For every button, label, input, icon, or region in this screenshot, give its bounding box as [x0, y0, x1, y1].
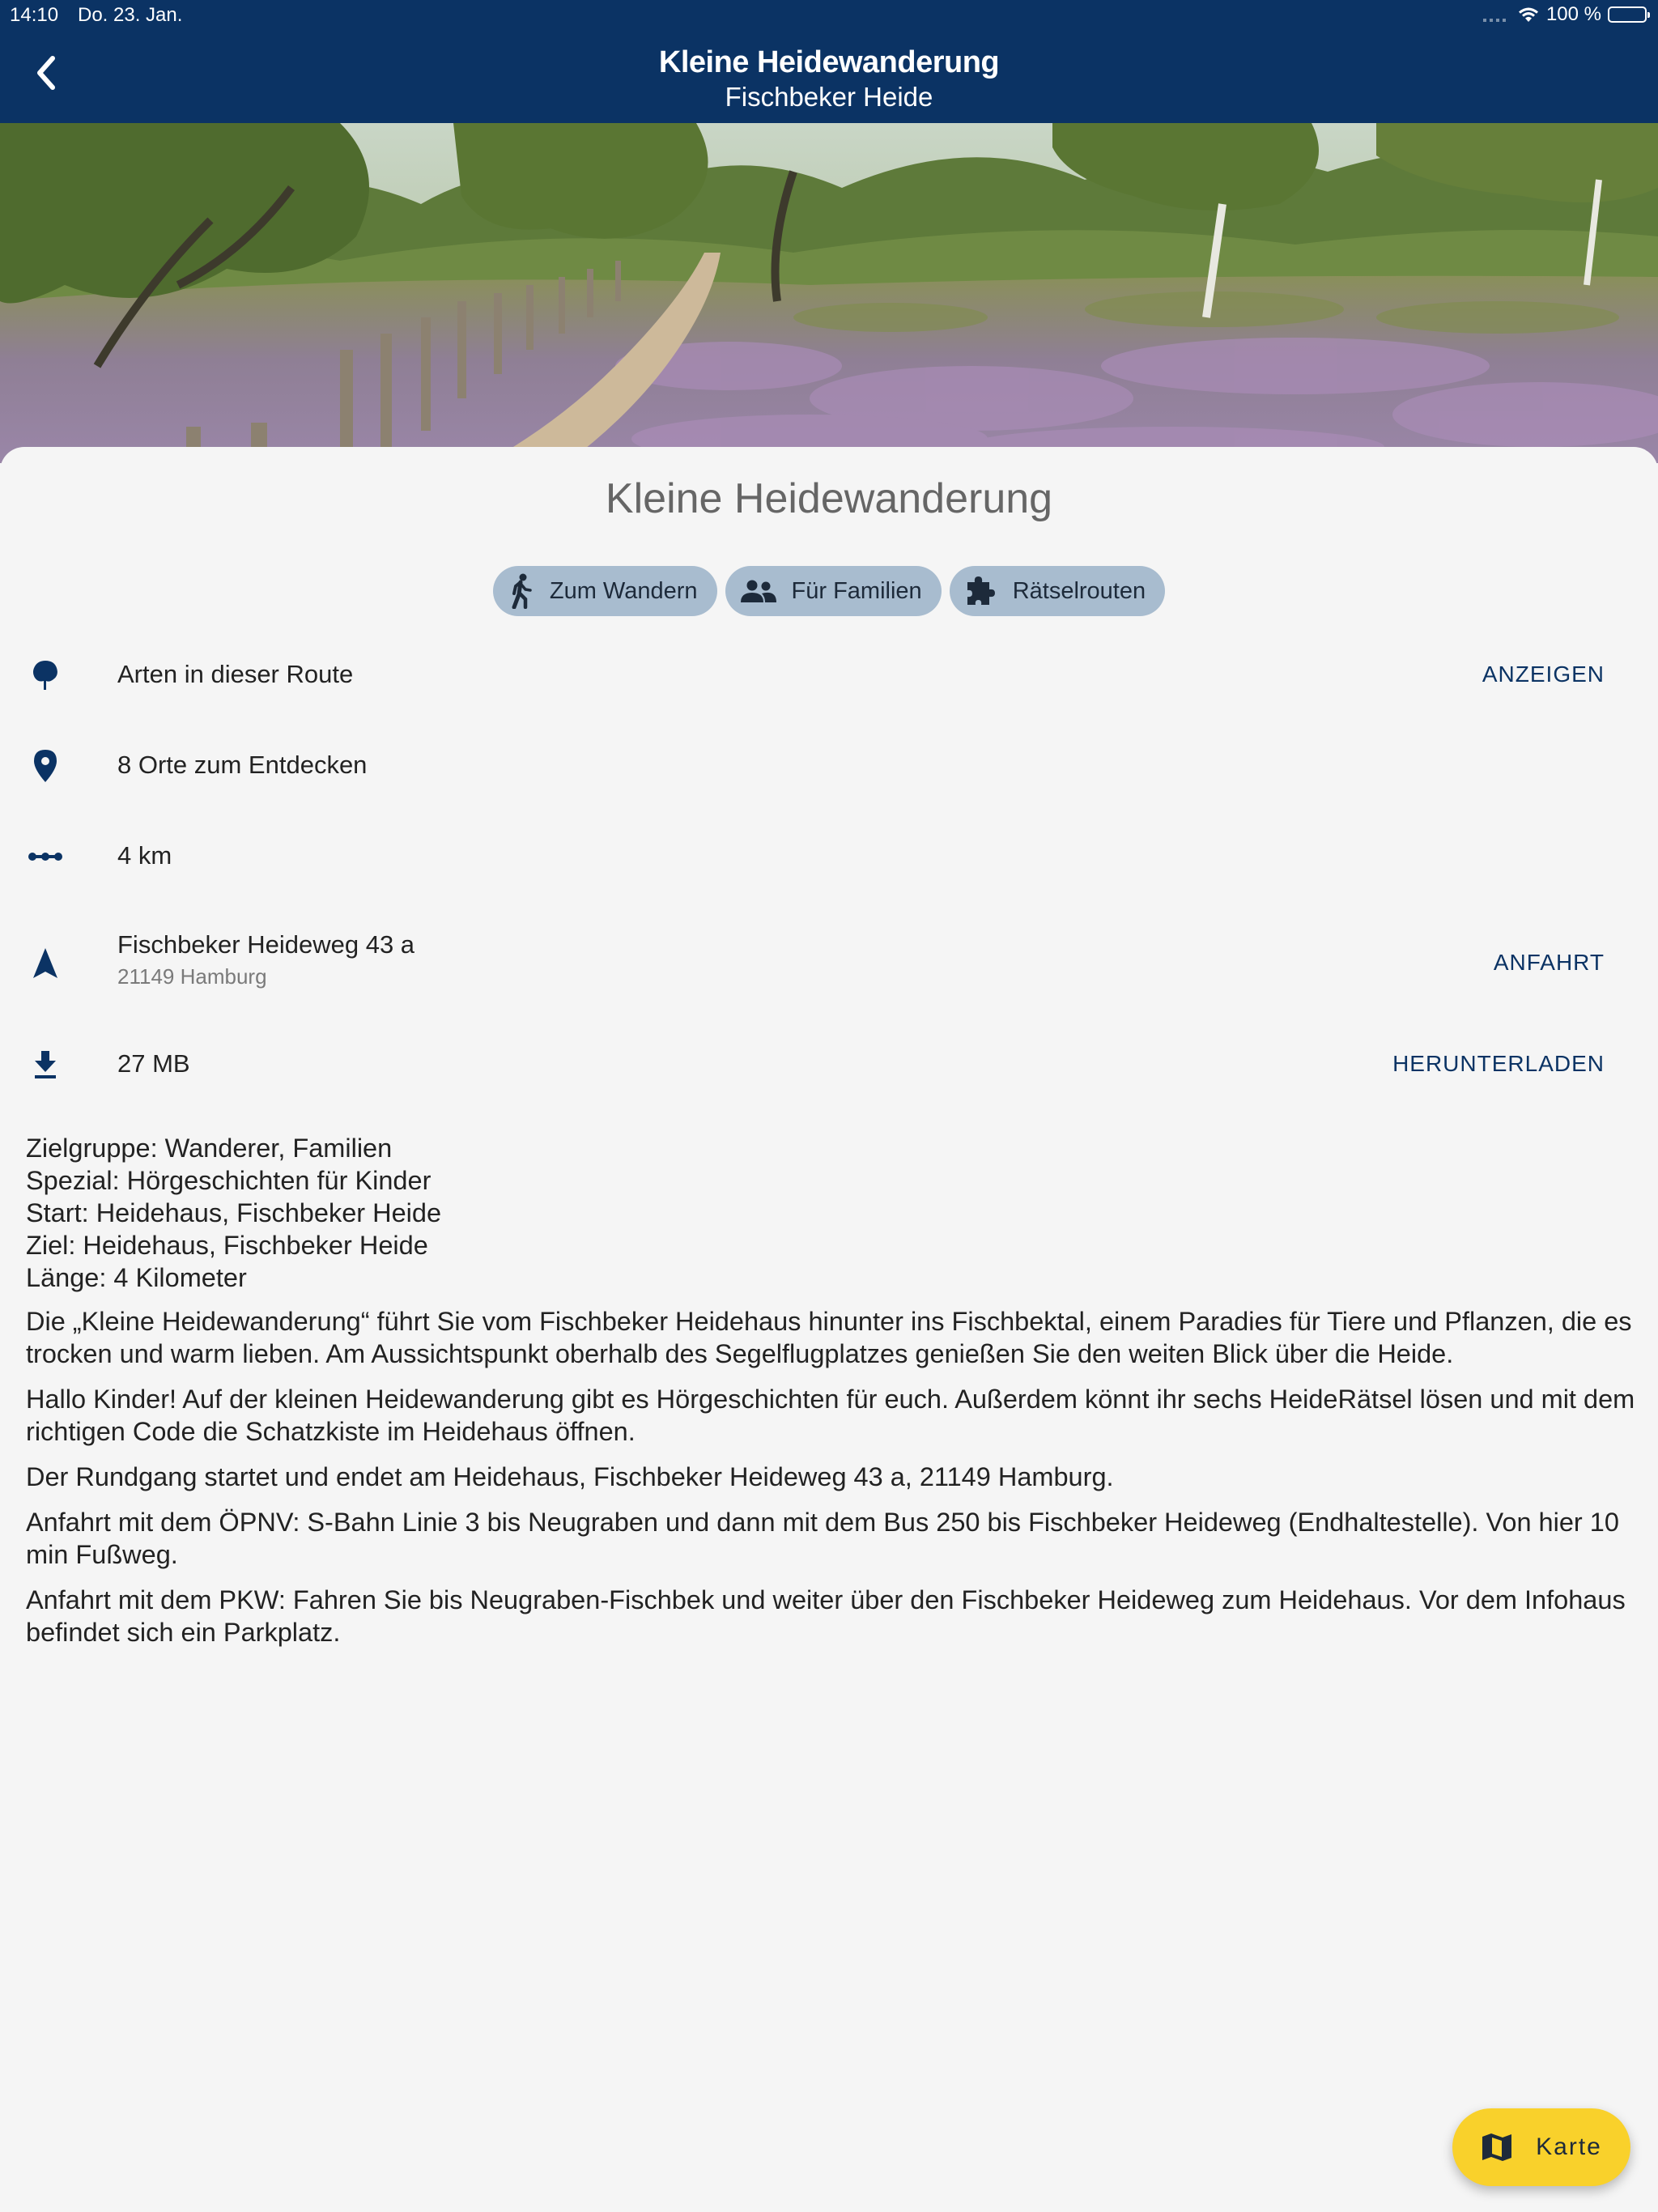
fact-length: Länge: 4 Kilometer: [26, 1263, 247, 1292]
address-city: 21149 Hamburg: [117, 964, 267, 989]
battery-percent: 100 %: [1545, 3, 1601, 25]
description-paragraph: Anfahrt mit dem PKW: Fahren Sie bis Neugraben-Fischbek und weiter über den Fischbeker Heideweg zum Heidehaus. Vor dem Infohaus befindet sich ein Parkplatz.: [26, 1585, 1626, 1647]
chip-label: Rätselrouten: [1012, 577, 1146, 604]
status-bar: [0, 0, 1658, 32]
row-places: [0, 730, 1658, 803]
signal-icon: [1483, 7, 1506, 22]
map-button-label: Karte: [1536, 2133, 1602, 2160]
wifi-icon: [1517, 6, 1540, 23]
chip-label: Zum Wandern: [549, 577, 698, 604]
route-dots-icon: [28, 839, 63, 874]
header-title: Kleine Heidewanderung: [658, 45, 1000, 79]
directions-button[interactable]: ANFAHRT: [1493, 950, 1605, 975]
description-paragraph: Die „Kleine Heidewanderung“ führt Sie vom Fischbeker Heidehaus hinunter ins Fischbektal, einem Paradies für Tiere und Pflanzen, die es trocken und warm lieben. Am Aussichtspunkt oberhalb des Segelflugplatzes genießen Sie den weiten Blick über die Heide.: [26, 1307, 1632, 1368]
app-header: [0, 0, 1658, 123]
fact-destination: Ziel: Heidehaus, Fischbeker Heide: [26, 1231, 428, 1260]
row-distance: [0, 821, 1658, 894]
map-button[interactable]: [1452, 2108, 1630, 2186]
chip-label: Für Familien: [791, 577, 922, 604]
show-species-button[interactable]: ANZEIGEN: [1482, 661, 1605, 687]
row-species: [0, 640, 1658, 713]
description-paragraph: Der Rundgang startet und endet am Heidehaus, Fischbeker Heideweg 43 a, 21149 Hamburg.: [26, 1462, 1114, 1491]
chip-raetselrouten[interactable]: [950, 566, 1165, 616]
location-pin-icon: [28, 748, 63, 784]
places-label: 8 Orte zum Entdecken: [117, 751, 368, 779]
chip-zum-wandern[interactable]: [493, 566, 717, 616]
description-paragraph: Hallo Kinder! Auf der kleinen Heidewanderung gibt es Hörgeschichten für euch. Außerdem könnt ihr sechs HeideRätsel lösen und mit dem richtigen Code die Schatzkiste im Heidehaus öffnen.: [26, 1385, 1635, 1446]
download-icon: [28, 1047, 63, 1083]
download-size: 27 MB: [117, 1049, 190, 1078]
fact-special: Spezial: Hörgeschichten für Kinder: [26, 1166, 432, 1195]
row-download: [0, 1027, 1658, 1100]
navigation-arrow-icon: [28, 946, 63, 981]
status-time: 14:10: [10, 4, 59, 26]
status-date: Do. 23. Jan.: [78, 4, 183, 26]
download-button[interactable]: HERUNTERLADEN: [1392, 1051, 1605, 1076]
header-subtitle: Fischbeker Heide: [725, 82, 933, 112]
status-right: [1483, 3, 1647, 26]
tree-icon: [28, 657, 63, 693]
fact-target-group: Zielgruppe: Wanderer, Familien: [26, 1134, 393, 1163]
route-title: Kleine Heidewanderung: [605, 475, 1053, 522]
puzzle-icon: [964, 574, 998, 608]
map-icon: [1481, 2133, 1513, 2162]
fact-start: Start: Heidehaus, Fischbeker Heide: [26, 1198, 442, 1227]
distance-label: 4 km: [117, 841, 172, 870]
address-street: Fischbeker Heideweg 43 a: [117, 930, 415, 959]
hero-image: [0, 123, 1658, 463]
tag-chips: [0, 566, 1658, 616]
row-address: [0, 912, 1658, 1017]
family-icon: [740, 579, 777, 603]
species-label: Arten in dieser Route: [117, 660, 354, 688]
route-description: [26, 1132, 1637, 1661]
battery-icon: [1608, 6, 1647, 23]
route-facts: [26, 1132, 1637, 1294]
chip-fuer-familien[interactable]: [725, 566, 942, 616]
walking-icon: [508, 573, 535, 609]
description-paragraph: Anfahrt mit dem ÖPNV: S-Bahn Linie 3 bis Neugraben und dann mit dem Bus 250 bis Fischbeker Heideweg (Endhaltestelle). Von hier 10 min Fußweg.: [26, 1508, 1619, 1569]
